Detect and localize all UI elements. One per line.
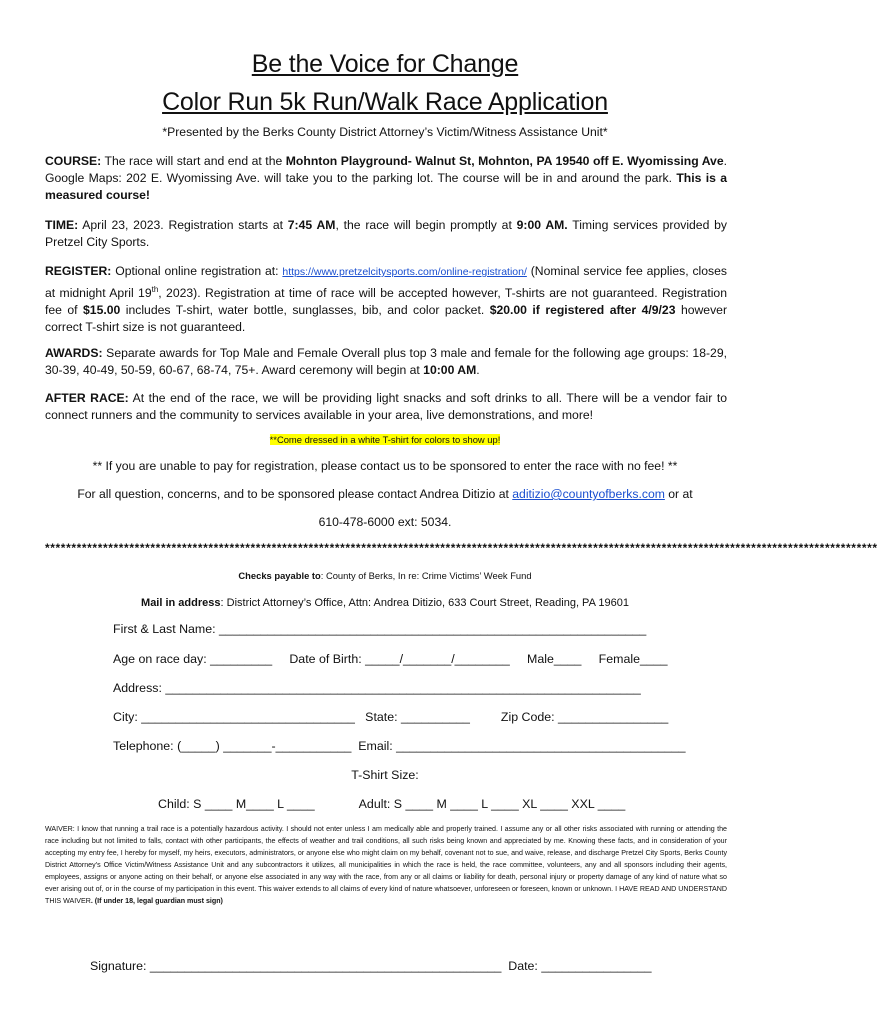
race-start: 9:00 AM.	[516, 218, 568, 232]
registration-start: 7:45 AM	[287, 218, 336, 232]
title-line-2: Color Run 5k Run/Walk Race Application	[162, 88, 608, 116]
white-shirt-note: **Come dressed in a white T-shirt for colors to show up!	[269, 434, 501, 445]
age-dob-gender-fields[interactable]: Age on race day: _________ Date of Birth: _____/_______/________ Male____ Female____	[113, 652, 668, 666]
time-paragraph: TIME: April 23, 2023. Registration starts at 7:45 AM, the race will begin promptly at 9:00 AM. Timing services provided by Pretzel City Sports.	[45, 218, 728, 249]
course-label: COURSE:	[45, 154, 102, 168]
registration-fee: $15.00	[83, 303, 121, 318]
measured-course: This is a measured course!	[45, 171, 727, 202]
phone-email-fields[interactable]: Telephone: (_____) _______-___________ Email: __________________________________________	[113, 739, 686, 753]
contact-phone: 610-478-6000 ext: 5034.	[318, 515, 452, 529]
registration-link[interactable]: https://www.pretzelcitysports.com/online-registration/	[282, 266, 527, 278]
award-time: 10:00 AM	[423, 363, 477, 377]
checks-payable: Checks payable to: County of Berks, In re: Crime Victims’ Week Fund	[238, 570, 532, 581]
sponsor-note: ** If you are unable to pay for registration, please contact us to be sponsored to enter the race with no fee! **	[92, 459, 678, 473]
awards-paragraph: AWARDS: Separate awards for Top Male and Female Overall plus top 3 male and female for the following age groups: 18-29, 30-39, 40-49, 50-59, 60-67, 68-74, 75+. Award ceremony will begin at 10:00 AM.	[45, 346, 727, 377]
tshirt-size-label: T-Shirt Size:	[351, 768, 419, 782]
contact-email[interactable]: aditizio@countyofberks.com	[512, 487, 665, 501]
course-paragraph: COURSE: The race will start and end at the Mohnton Playground- Walnut St, Mohnton, PA 19540 off E. Wyomissing Ave. Google Maps: 202 E. Wyomissing Ave. will take you to the parking lot. The course will be in and around the park. This is a measured course!	[45, 154, 728, 202]
presented-by: *Presented by the Berks County District Attorney’s Victim/Witness Assistance Unit*	[162, 125, 608, 139]
late-fee: $20.00 if registered after 4/9/23	[489, 303, 676, 318]
signature-date-fields[interactable]: Signature: ___________________________________________________ Date: ________________	[90, 959, 652, 973]
tshirt-size-fields[interactable]: Child: S ____ M____ L ____ Adult: S ____ M ____ L ____ XL ____ XXL ____	[158, 797, 626, 811]
contact-line: For all question, concerns, and to be sponsored please contact Andrea Ditizio at aditizio@countyofberks.com or at	[77, 487, 693, 501]
awards-label: AWARDS:	[45, 346, 103, 360]
register-label: REGISTER:	[45, 264, 112, 278]
register-paragraph: REGISTER: Optional online registration at: https://www.pretzelcitysports.com/online-registration/ (Nominal service fee applies, closes at midnight April 19th, 2023). Registration at time of race will be accepted however, T-shirts are not guaranteed. Registration fee of $15.00 includes T-shirt, water bottle, sunglasses, bib, and color packet. $20.00 if registered after 4/9/23 however correct T-shirt size is not guaranteed.	[45, 264, 728, 335]
title-line-1: Be the Voice for Change	[251, 50, 519, 78]
city-state-zip-fields[interactable]: City: _______________________________ State: __________ Zip Code: ________________	[113, 710, 669, 724]
waiver-text: WAIVER: I know that running a trail race is a potentially hazardous activity. I should not enter unless I am medically able and properly trained. I assume any or all other risks associated with running or attending the race including but not limited to falls, contact with other participants, the effects of weather and trail conditions, all such risks being known and appreciated by me. Knowing these facts, and in consideration of your accepting my entry fee, I hereby for myself, my heirs, executors, administrators, or anyone else who might claim on my behalf, covenant not to sue, and waive, release, and discharge Pretzel City Sports, Berks County District Attorney’s Office Victim/Witness Assistance Unit and any subcontractors it utilizes, all municipalities in which the race is held, the race committee, volunteers, any and all sponsors including their agents, employees, assigns or anyone acting on their behalf, or anyone else associated in any way with the race, from any or all claims or liability for death, personal injury or property damage of any kind of nature what so ever arising out of, or in the course of my participation in this event. This waiver extends to all claims of every kind of nature whatsoever, unforeseen or foreseen, known or unknown. I HAVE READ AND UNDERSTAND THIS WAIVER. (If under 18, legal guardian must sign)	[45, 825, 727, 905]
address-field[interactable]: Address: _____________________________________________________________________	[113, 681, 641, 695]
separator-line: **************************************************************************************************************************************************************	[45, 541, 878, 555]
course-location: Mohnton Playground- Walnut St, Mohnton, PA 19540 off E. Wyomissing Ave	[285, 154, 724, 168]
name-field[interactable]: First & Last Name: ______________________________________________________________	[113, 622, 647, 636]
after-race-label: AFTER RACE:	[45, 391, 129, 405]
after-race-paragraph: AFTER RACE: At the end of the race, we will be providing light snacks and soft drinks to all. There will be a vendor fair to connect runners and the community to services available in your area, live demonstrations, and more!	[45, 391, 727, 422]
mail-address: Mail in address: District Attorney’s Office, Attn: Andrea Ditizio, 633 Court Street, Reading, PA 19601	[141, 597, 629, 609]
time-label: TIME:	[45, 218, 79, 232]
